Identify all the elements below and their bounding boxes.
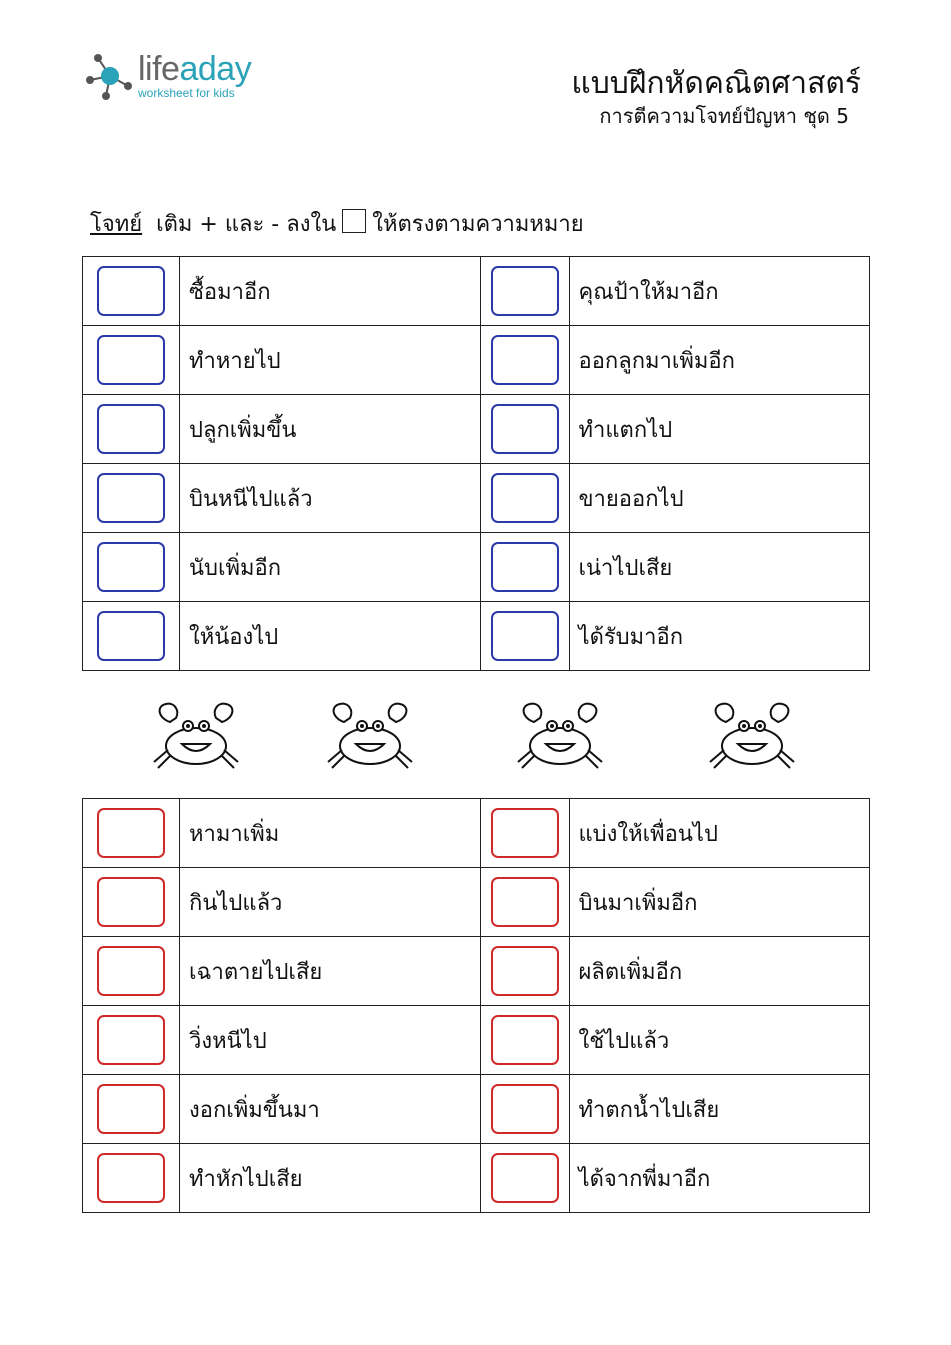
- crab-icon: [704, 700, 800, 772]
- answer-box[interactable]: [491, 473, 559, 523]
- brand-tagline: worksheet for kids: [138, 86, 235, 100]
- bottom-worksheet-table: [82, 798, 870, 1213]
- phrase-cell: เฉาตายไปเสีย: [180, 937, 481, 1006]
- answer-box[interactable]: [97, 611, 165, 661]
- phrase-cell: ทำแตกไป: [569, 395, 870, 464]
- brand-name: [138, 52, 251, 86]
- phrase-cell: ทำหักไปเสีย: [180, 1144, 481, 1213]
- table-row: [83, 1075, 870, 1144]
- table-row: [83, 395, 870, 464]
- answer-box[interactable]: [97, 335, 165, 385]
- table-row: [83, 1144, 870, 1213]
- instruction-text-before: เติม + และ - ลงใน: [156, 212, 337, 237]
- phrase-cell: กินไปแล้ว: [180, 868, 481, 937]
- answer-box[interactable]: [97, 266, 165, 316]
- answer-box[interactable]: [491, 1015, 559, 1065]
- instruction-text-after: ให้ตรงตามความหมาย: [372, 212, 584, 237]
- crab-icon: [322, 700, 418, 772]
- logo-molecule-icon: [84, 50, 136, 102]
- table-row: [83, 257, 870, 326]
- answer-box[interactable]: [491, 1153, 559, 1203]
- phrase-cell: ได้รับมาอีก: [569, 602, 870, 671]
- answer-box[interactable]: [97, 1015, 165, 1065]
- answer-box[interactable]: [97, 946, 165, 996]
- brand-logo: [84, 48, 284, 104]
- instruction-label: โจทย์: [90, 212, 143, 237]
- crab-icon: [512, 700, 608, 772]
- table-row: [83, 937, 870, 1006]
- table-row: [83, 1006, 870, 1075]
- table-row: [83, 533, 870, 602]
- phrase-cell: ให้น้องไป: [180, 602, 481, 671]
- answer-box[interactable]: [491, 335, 559, 385]
- phrase-cell: ได้จากพี่มาอีก: [569, 1144, 870, 1213]
- phrase-cell: ทำหายไป: [180, 326, 481, 395]
- table-row: [83, 464, 870, 533]
- phrase-cell: วิ่งหนีไป: [180, 1006, 481, 1075]
- answer-box[interactable]: [97, 542, 165, 592]
- answer-box[interactable]: [491, 266, 559, 316]
- phrase-cell: ผลิตเพิ่มอีก: [569, 937, 870, 1006]
- brand-name-part1: life: [138, 50, 180, 88]
- answer-box[interactable]: [491, 877, 559, 927]
- worksheet-subtitle: การตีความโจทย์ปัญหา ชุด 5: [599, 104, 849, 128]
- answer-box[interactable]: [491, 542, 559, 592]
- phrase-cell: เน่าไปเสีย: [569, 533, 870, 602]
- phrase-cell: คุณป้าให้มาอีก: [569, 257, 870, 326]
- table-row: [83, 799, 870, 868]
- answer-box[interactable]: [491, 1084, 559, 1134]
- instruction-box-icon: [342, 209, 366, 233]
- crab-icon: [148, 700, 244, 772]
- answer-box[interactable]: [491, 611, 559, 661]
- phrase-cell: งอกเพิ่มขึ้นมา: [180, 1075, 481, 1144]
- top-worksheet-table: [82, 256, 870, 671]
- phrase-cell: ซื้อมาอีก: [180, 257, 481, 326]
- phrase-cell: บินหนีไปแล้ว: [180, 464, 481, 533]
- answer-box[interactable]: [97, 877, 165, 927]
- phrase-cell: ทำตกน้ำไปเสีย: [569, 1075, 870, 1144]
- instruction-line: [90, 206, 584, 241]
- worksheet-title: แบบฝึกหัดคณิตศาสตร์: [571, 66, 861, 101]
- answer-box[interactable]: [97, 404, 165, 454]
- answer-box[interactable]: [97, 1084, 165, 1134]
- phrase-cell: แบ่งให้เพื่อนไป: [569, 799, 870, 868]
- answer-box[interactable]: [491, 404, 559, 454]
- phrase-cell: บินมาเพิ่มอีก: [569, 868, 870, 937]
- phrase-cell: ปลูกเพิ่มขึ้น: [180, 395, 481, 464]
- table-row: [83, 602, 870, 671]
- answer-box[interactable]: [491, 946, 559, 996]
- phrase-cell: ออกลูกมาเพิ่มอีก: [569, 326, 870, 395]
- answer-box[interactable]: [97, 808, 165, 858]
- answer-box[interactable]: [97, 473, 165, 523]
- phrase-cell: นับเพิ่มอีก: [180, 533, 481, 602]
- phrase-cell: ขายออกไป: [569, 464, 870, 533]
- table-row: [83, 326, 870, 395]
- table-row: [83, 868, 870, 937]
- answer-box[interactable]: [491, 808, 559, 858]
- phrase-cell: ใช้ไปแล้ว: [569, 1006, 870, 1075]
- phrase-cell: หามาเพิ่ม: [180, 799, 481, 868]
- answer-box[interactable]: [97, 1153, 165, 1203]
- brand-name-part2: aday: [179, 50, 252, 88]
